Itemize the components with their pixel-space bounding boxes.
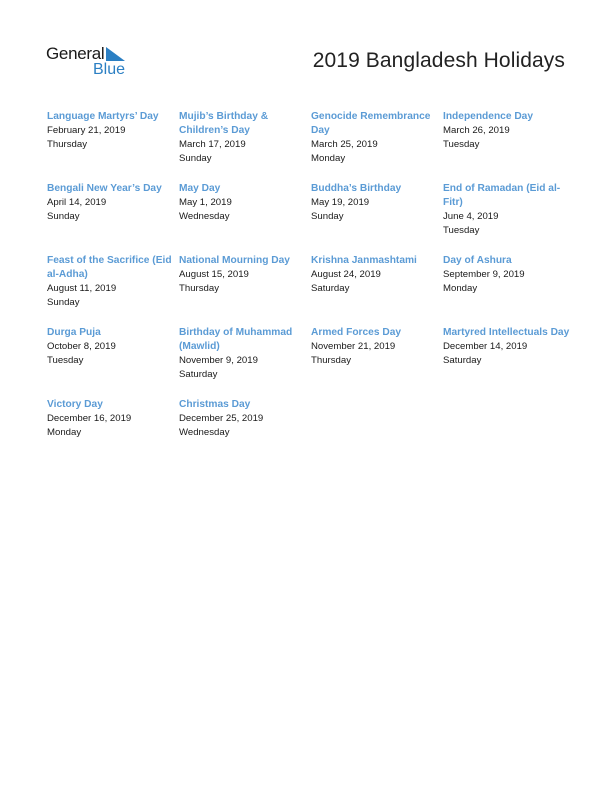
holiday-name: End of Ramadan (Eid al-Fitr) xyxy=(443,183,561,208)
holiday-weekday: Saturday xyxy=(311,283,350,294)
holiday-entry xyxy=(311,254,443,326)
holiday-name: Krishna Janmashtami xyxy=(311,255,417,266)
page-title: 2019 Bangladesh Holidays xyxy=(312,49,565,72)
holiday-entry xyxy=(179,110,311,182)
logo-text-general: General xyxy=(46,44,105,63)
holiday-entry xyxy=(47,326,179,398)
holiday-entry xyxy=(311,326,443,398)
holiday-entry xyxy=(47,254,179,326)
holiday-date: December 25, 2019 xyxy=(179,413,264,424)
holiday-weekday: Wednesday xyxy=(179,211,230,222)
holiday-name: Mujib’s Birthday & Children’s Day xyxy=(179,111,269,136)
holiday-weekday: Tuesday xyxy=(443,139,480,150)
holiday-entry xyxy=(47,110,179,182)
holiday-date: August 11, 2019 xyxy=(47,283,117,294)
holiday-name: Martyred Intellectuals Day xyxy=(443,327,570,338)
holiday-entry xyxy=(179,326,311,398)
holiday-weekday: Thursday xyxy=(179,283,219,294)
holiday-date: June 4, 2019 xyxy=(443,211,499,222)
holiday-name: May Day xyxy=(179,183,221,194)
holiday-weekday: Tuesday xyxy=(47,355,84,366)
holiday-date: September 9, 2019 xyxy=(443,269,525,280)
holiday-weekday: Monday xyxy=(311,153,346,164)
holiday-entry xyxy=(179,254,311,326)
holiday-entry xyxy=(443,182,577,254)
holiday-name: National Mourning Day xyxy=(179,255,290,266)
holiday-weekday: Saturday xyxy=(443,355,482,366)
holiday-name: Genocide Remembrance Day xyxy=(311,111,431,136)
holiday-entry xyxy=(311,182,443,254)
holiday-grid xyxy=(47,110,577,470)
holiday-name: Birthday of Muhammad (Mawlid) xyxy=(179,327,293,352)
holiday-date: August 24, 2019 xyxy=(311,269,381,280)
holiday-entry xyxy=(47,182,179,254)
logo-text-blue: Blue xyxy=(93,61,126,78)
holiday-entry xyxy=(179,398,311,470)
holiday-entry xyxy=(443,254,577,326)
holiday-weekday: Thursday xyxy=(47,139,87,150)
holiday-date: October 8, 2019 xyxy=(47,341,116,352)
holiday-date: November 21, 2019 xyxy=(311,341,396,352)
holiday-name: Bengali New Year’s Day xyxy=(47,183,162,194)
holiday-weekday: Thursday xyxy=(311,355,351,366)
holiday-date: March 26, 2019 xyxy=(443,125,510,136)
holiday-weekday: Sunday xyxy=(47,211,80,222)
holiday-weekday: Tuesday xyxy=(443,225,480,236)
holiday-weekday: Sunday xyxy=(311,211,344,222)
holiday-date: February 21, 2019 xyxy=(47,125,126,136)
holiday-name: Buddha’s Birthday xyxy=(311,183,402,194)
holiday-date: March 17, 2019 xyxy=(179,139,246,150)
holiday-weekday: Sunday xyxy=(179,153,212,164)
holiday-name: Feast of the Sacrifice (Eid al-Adha) xyxy=(47,255,172,280)
holiday-date: December 14, 2019 xyxy=(443,341,528,352)
logo-triangle-icon xyxy=(106,47,125,61)
holiday-name: Language Martyrs’ Day xyxy=(47,111,159,122)
generalblue-logo xyxy=(46,44,136,80)
holiday-name: Durga Puja xyxy=(47,327,101,338)
holiday-date: May 19, 2019 xyxy=(311,197,370,208)
holiday-weekday: Sunday xyxy=(47,297,80,308)
holiday-entry xyxy=(47,398,179,470)
holiday-date: August 15, 2019 xyxy=(179,269,249,280)
holiday-entry xyxy=(443,326,577,398)
holiday-name: Day of Ashura xyxy=(443,255,512,266)
holiday-date: December 16, 2019 xyxy=(47,413,132,424)
holiday-name: Victory Day xyxy=(47,399,103,410)
holiday-date: March 25, 2019 xyxy=(311,139,378,150)
holiday-date: May 1, 2019 xyxy=(179,197,232,208)
holiday-name: Christmas Day xyxy=(179,399,251,410)
holiday-weekday: Wednesday xyxy=(179,427,230,438)
holiday-name: Independence Day xyxy=(443,111,534,122)
holiday-date: April 14, 2019 xyxy=(47,197,107,208)
holiday-name: Armed Forces Day xyxy=(311,327,402,338)
holiday-weekday: Monday xyxy=(47,427,82,438)
holiday-entry xyxy=(179,182,311,254)
holiday-date: November 9, 2019 xyxy=(179,355,258,366)
holiday-weekday: Saturday xyxy=(179,369,218,380)
holiday-entry xyxy=(311,110,443,182)
holiday-entry xyxy=(443,110,577,182)
holiday-weekday: Monday xyxy=(443,283,478,294)
